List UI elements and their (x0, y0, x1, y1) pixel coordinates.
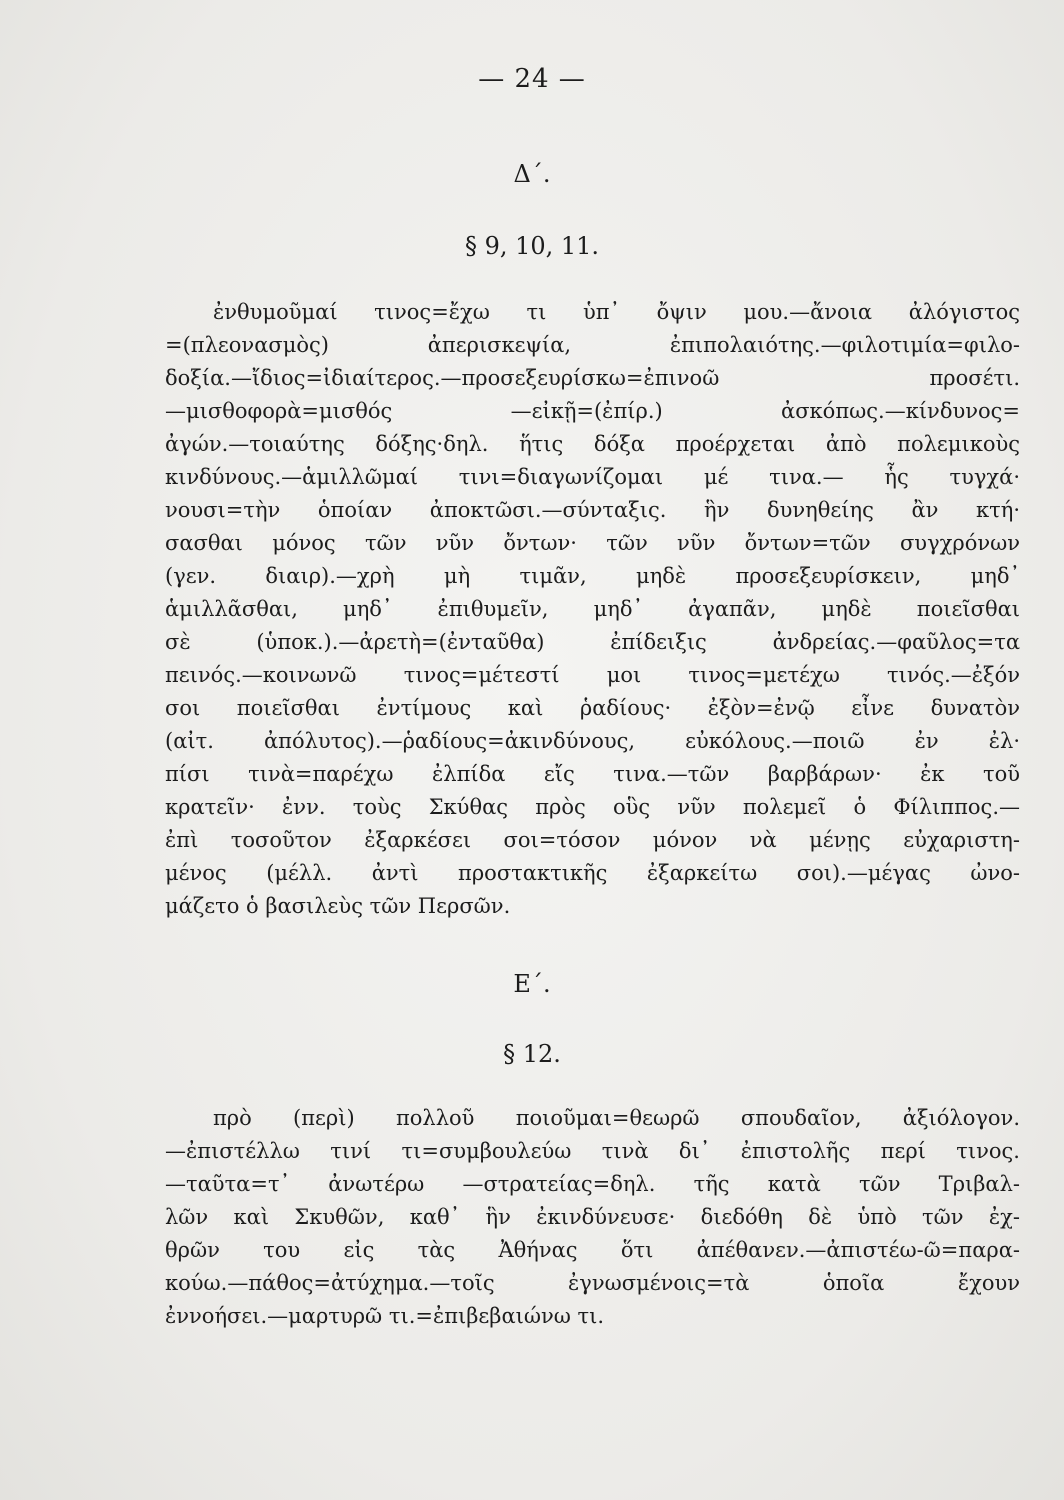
text-line: =(πλεονασμὸς) ἀπερισκεψία, ἐπιπολαιότης.—φιλοτιμία=φιλο- (165, 333, 1020, 357)
text-line: μένος (μέλλ. ἀντὶ προστακτικῆς ἐξαρκείτω σοι).—μέγας ὠνο- (165, 861, 1020, 885)
text-line: σασθαι μόνος τῶν νῦν ὄντων· τῶν νῦν ὄντων=τῶν συγχρόνων (165, 531, 1020, 555)
section-delta-paragraphs: § 9, 10, 11. (464, 232, 600, 260)
text-line: —ταῦτα=τ᾽ ἀνωτέρω —στρατείας=δηλ. τῆς κατὰ τῶν Τριβαλ- (165, 1172, 1020, 1196)
text-line: θρῶν του εἰς τὰς Ἀθήνας ὅτι ἀπέθανεν.—ἀπιστέω-ῶ=παρα- (165, 1238, 1020, 1262)
section-epsilon-paragraphs: § 12. (503, 1040, 561, 1068)
text-line: ἐνθυμοῦμαί τινος=ἔχω τι ὑπ᾽ ὄψιν μου.—ἄνοια ἀλόγιστος (213, 300, 1020, 324)
text-line: κούω.—πάθος=ἀτύχημα.—τοῖς ἐγνωσμένοις=τὰ ὁποῖα ἔχουν (165, 1271, 1020, 1295)
text-line: σοι ποιεῖσθαι ἐντίμους καὶ ῥαδίους· ἐξὸν=ἐνῷ εἶνε δυνατὸν (165, 696, 1020, 720)
text-line: λῶν καὶ Σκυθῶν, καθ᾽ ἣν ἐκινδύνευσε· διεδόθη δὲ ὑπὸ τῶν ἐχ- (165, 1205, 1020, 1229)
section-epsilon-letter: Ε΄. (513, 970, 551, 998)
text-line: —μισθοφορὰ=μισθός —εἰκῇ=(ἐπίρ.) ἀσκόπως.—κίνδυνος= (165, 399, 1020, 423)
page-number: — 24 — (478, 64, 586, 94)
text-line: πεινός.—κοινωνῶ τινος=μέτεστί μοι τινος=μετέχω τινός.—ἐξόν (165, 663, 1020, 687)
text-line: δοξία.—ἴδιος=ἰδιαίτερος.—προσεξευρίσκω=ἐπινοῶ προσέτι. (165, 366, 1020, 390)
text-line: πρὸ (περὶ) πολλοῦ ποιοῦμαι=θεωρῶ σπουδαῖον, ἀξιόλογον. (213, 1106, 1020, 1130)
text-line: νουσι=τὴν ὁποίαν ἀποκτῶσι.—σύνταξις. ἣν δυνηθείης ἂν κτή· (165, 498, 1020, 522)
text-line: (γεν. διαιρ).—χρὴ μὴ τιμᾶν, μηδὲ προσεξευρίσκειν, μηδ᾽ (165, 564, 1020, 588)
text-line: —ἐπιστέλλω τινί τι=συμβουλεύω τινὰ δι᾽ ἐπιστολῆς περί τινος. (165, 1139, 1020, 1163)
text-line: ἐπὶ τοσοῦτον ἐξαρκέσει σοι=τόσον μόνον νὰ μένῃς εὐχαριστη- (165, 828, 1020, 852)
text-line: μάζετο ὁ βασιλεὺς τῶν Περσῶν. (165, 894, 511, 918)
section-epsilon-text (165, 1102, 1020, 1333)
text-line: κινδύνους.—ἁμιλλῶμαί τινι=διαγωνίζομαι μέ τινα.— ἧς τυγχά· (165, 465, 1020, 489)
text-line: (αἰτ. ἀπόλυτος).—ῥαδίους=ἀκινδύνους, εὐκόλους.—ποιῶ ἐν ἐλ· (165, 729, 1020, 753)
text-line: κρατεῖν· ἐνν. τοὺς Σκύθας πρὸς οὓς νῦν πολεμεῖ ὁ Φίλιππος.— (165, 795, 1020, 819)
text-line: ἐννοήσει.—μαρτυρῶ τι.=ἐπιβεβαιώνω τι. (165, 1304, 605, 1328)
text-line: ἀγών.—τοιαύτης δόξης·δηλ. ἥτις δόξα προέρχεται ἀπὸ πολεμικοὺς (165, 432, 1020, 456)
section-delta-letter: Δ΄. (513, 160, 551, 188)
text-line: πίσι τινὰ=παρέχω ἐλπίδα εἴς τινα.—τῶν βαρβάρων· ἐκ τοῦ (165, 762, 1020, 786)
text-line: σὲ (ὑποκ.).—ἀρετὴ=(ἐνταῦθα) ἐπίδειξις ἀνδρείας.—φαῦλος=τα (165, 630, 1020, 654)
text-line: ἁμιλλᾶσθαι, μηδ᾽ ἐπιθυμεῖν, μηδ᾽ ἀγαπᾶν, μηδὲ ποιεῖσθαι (165, 597, 1020, 621)
section-delta-text (165, 296, 1020, 923)
